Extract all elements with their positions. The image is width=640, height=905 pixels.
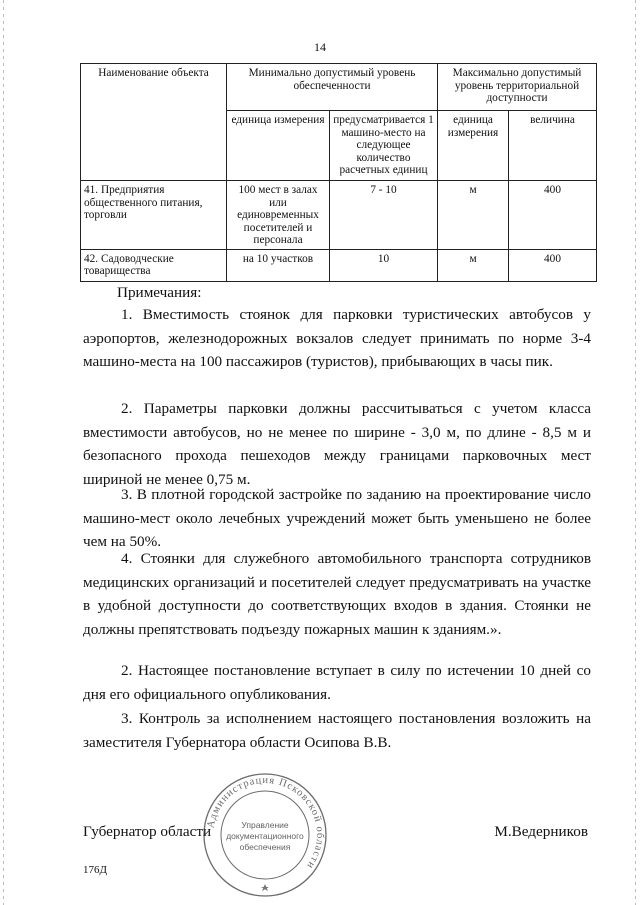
signature-name: М.Ведерников [494,823,588,840]
row-max-unit: м [438,249,509,281]
requirements-table [80,63,597,282]
table-header-row [81,64,597,111]
row-object-name: 41. Предприятия общественного питания, торговли [81,181,227,250]
subheader-unit: единица измерения [227,111,330,181]
scan-edge-left [3,0,4,905]
official-stamp [200,770,330,900]
note-paragraph-2: 2. Параметры парковки должны рассчитываться с учетом класса вместимости автобусов, но не менее по ширине - 3,0 м, по длине - 8,5 м и безопасного прохода пешеходов между границами парковочных мест шириной не менее 0,75 м. [83,400,591,488]
signature-title: Губернатор области [83,823,212,840]
subheader-max-unit: единица измерения [438,111,509,181]
stamp-star-icon [261,884,269,891]
stamp-inner-line-3: обеспечения [239,842,291,852]
header-object-name: Наименование объекта [81,64,227,181]
stamp-inner-line-2: документационного [226,831,304,841]
header-max-level: Максимально допустимый уровень территориальной доступности [438,64,597,111]
stamp-outer-textpath: Администрация Псковской области [205,774,326,872]
stamp-inner-line-1: Управление [241,820,289,830]
row-max-unit: м [438,181,509,250]
row-unit: 100 мест в залах или единовременных посетителей и персонала [227,181,330,250]
table-row [81,181,597,250]
subheader-provision: предусматривается 1 машино-место на следующее количество расчетных единиц [330,111,438,181]
row-provision: 7 - 10 [330,181,438,250]
clause-effective-date: 2. Настоящее постановление вступает в силу по истечении 10 дней со дня его официального опубликования. [83,662,591,703]
note-paragraph-3: 3. В плотной городской застройке по заданию на проектирование число машино-мест около лечебных учреждений может быть уменьшено не более чем на 50%. [83,486,591,551]
document-code: 176Д [83,864,108,876]
subheader-value: величина [509,111,597,181]
note-paragraph-4: 4. Стоянки для служебного автомобильного транспорта сотрудников медицинских организаций и посетителей следует предусматривать на участке в удобной доступности до соответствующих входов в здания. Стоянки не должны препятствовать подъезду пожарных машин к зданиям.». [83,550,591,638]
row-object-name: 42. Садоводческие товарищества [81,249,227,281]
row-unit: на 10 участков [227,249,330,281]
row-value: 400 [509,249,597,281]
clause-control: 3. Контроль за исполнением настоящего постановления возложить на заместителя Губернатора области Осипова В.В. [83,710,591,751]
page-number: 14 [314,40,326,54]
row-provision: 10 [330,249,438,281]
header-min-level: Минимально допустимый уровень обеспеченности [227,64,438,111]
table-row [81,249,597,281]
row-value: 400 [509,181,597,250]
note-paragraph-1: 1. Вместимость стоянок для парковки туристических автобусов у аэропортов, железнодорожных вокзалов следует принимать по норме 3-4 машино-места на 100 пассажиров (туристов), прибывающих в часы пик. [83,306,591,371]
scan-edge-right [635,0,636,905]
notes-heading: Примечания: [117,284,202,301]
